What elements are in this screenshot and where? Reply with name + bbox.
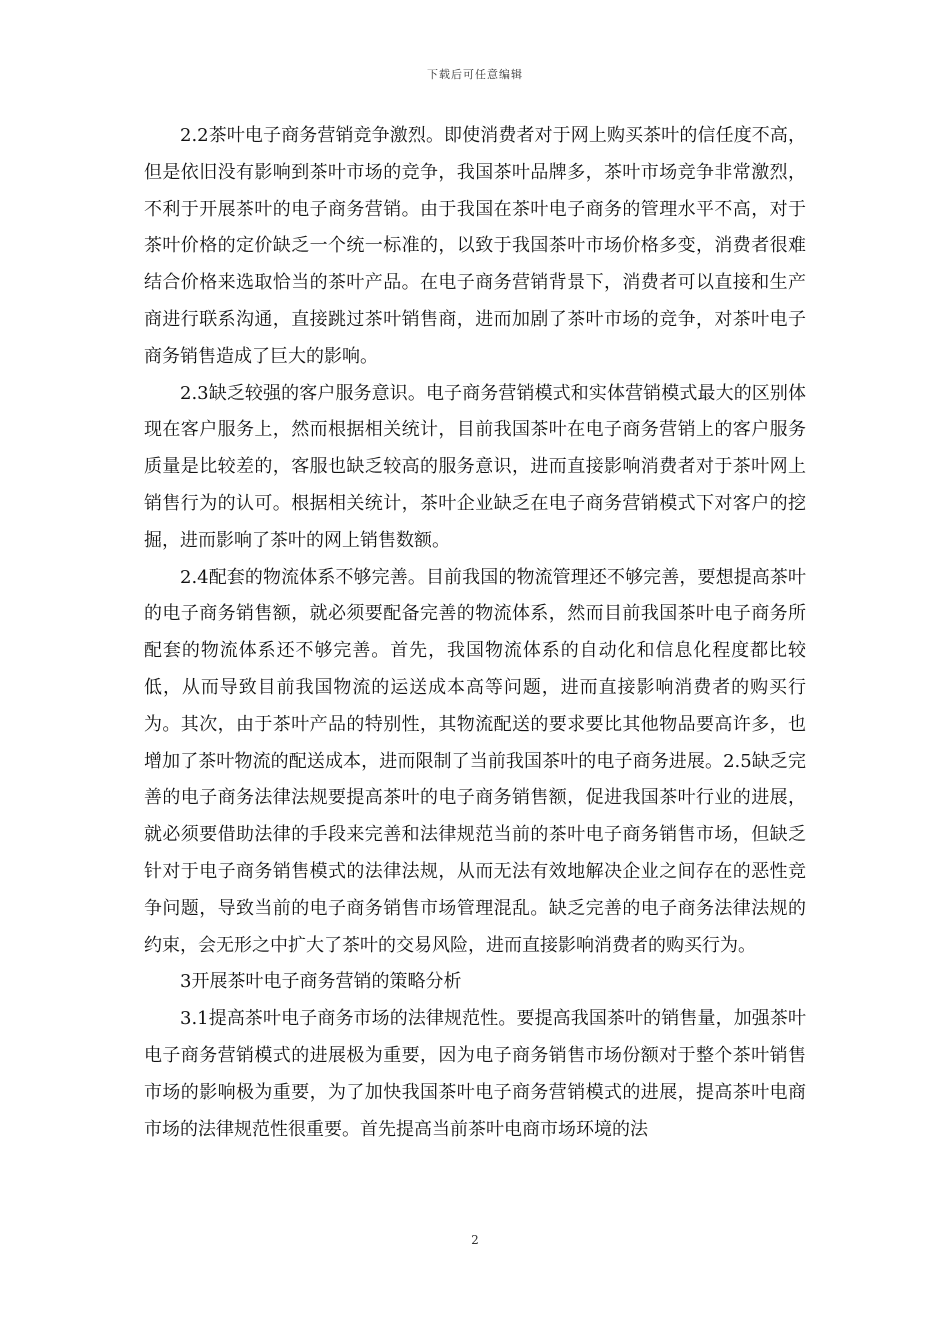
paragraph-2-3: 2.3缺乏较强的客户服务意识。电子商务营销模式和实体营销模式最大的区别体现在客户服务上，然而根据相关统计，目前我国茶叶在电子商务营销上的客户服务质量是比较差的，客服也缺乏较高的服务意识，进而直接影响消费者对于茶叶网上销售行为的认可。根据相关统计，茶叶企业缺乏在电子商务营销模式下对客户的挖掘，进而影响了茶叶的网上销售数额。	[144, 382, 806, 551]
paragraph-3-1: 3.1提高茶叶电子商务市场的法律规范性。要提高我国茶叶的销售量，加强茶叶电子商务营销模式的进展极为重要，因为电子商务销售市场份额对于整个茶叶销售市场的影响极为重要，为了加快我国茶叶电子商务营销模式的进展，提高茶叶电商市场的法律规范性很重要。首先提高当前茶叶电商市场环境的法	[144, 1008, 806, 1140]
paragraph-2-2: 2.2茶叶电子商务营销竞争激烈。即使消费者对于网上购买茶叶的信任度不高，但是依旧没有影响到茶叶市场的竞争，我国茶叶品牌多，茶叶市场竞争非常激烈，不利于开展茶叶的电子商务营销。由于我国在茶叶电子商务的管理水平不高，对于茶叶价格的定价缺乏一个统一标准的，以致于我国茶叶市场价格多变，消费者很难结合价格来选取恰当的茶叶产品。在电子商务营销背景下，消费者可以直接和生产商进行联系沟通，直接跳过茶叶销售商，进而加剧了茶叶市场的竞争，对茶叶电子商务销售造成了巨大的影响。	[144, 125, 806, 367]
page-number: 2	[471, 1233, 479, 1247]
paragraph-2-4: 2.4配套的物流体系不够完善。目前我国的物流管理还不够完善，要想提高茶叶的电子商务销售额，就必须要配备完善的物流体系，然而目前我国茶叶电子商务所配套的物流体系还不够完善。首先，我国物流体系的自动化和信息化程度都比较低，从而导致目前我国物流的运送成本高等问题，进而直接影响消费者的购买行为。其次，由于茶叶产品的特别性，其物流配送的要求要比其他物品要高许多，也增加了茶叶物流的配送成本，进而限制了当前我国茶叶的电子商务进展。2.5缺乏完善的电子商务法律法规要提高茶叶的电子商务销售额，促进我国茶叶行业的进展，就必须要借助法律的手段来完善和法律规范当前的茶叶电子商务销售市场，但缺乏针对于电子商务销售模式的法律法规，从而无法有效地解决企业之间存在的恶性竞争问题，导致当前的电子商务销售市场管理混乱。缺乏完善的电子商务法律法规的约束，会无形之中扩大了茶叶的交易风险，进而直接影响消费者的购买行为。	[144, 566, 806, 956]
section-heading-3: 3开展茶叶电子商务营销的策略分析	[180, 971, 462, 993]
document-body	[144, 118, 806, 1148]
page-header: 下载后可任意编辑	[427, 68, 523, 81]
